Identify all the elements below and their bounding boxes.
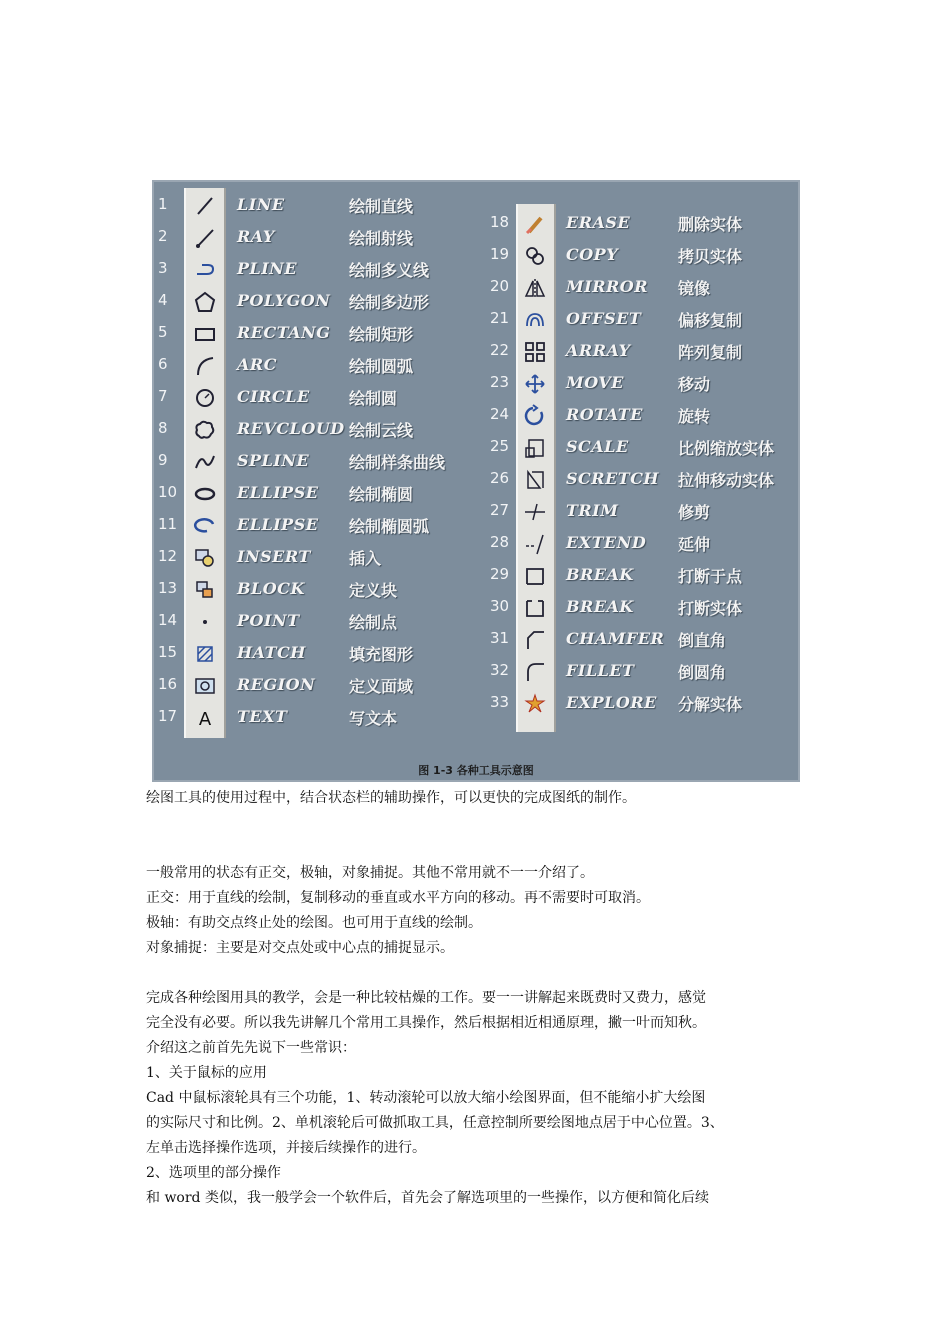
tool-row (154, 337, 794, 367)
tool-description: 移动 (678, 375, 711, 394)
tool-number: 17 (158, 707, 178, 725)
tool-description: 分解实体 (678, 695, 743, 714)
tool-description: 偏移复制 (678, 311, 743, 330)
tool-description: 旋转 (678, 407, 711, 426)
tool-description: 绘制射线 (349, 229, 414, 248)
tool-description: 绘制椭圆 (349, 485, 414, 504)
tool-number: 31 (490, 629, 510, 647)
tool-description: 绘制直线 (349, 197, 414, 216)
text-line: 正交：用于直线的绘制，复制移动的垂直或水平方向的移动。再不需要时可取消。 (146, 890, 650, 906)
chamfer-icon (523, 628, 547, 652)
tool-command: EXPLORE (566, 693, 657, 712)
tool-number: 24 (490, 405, 510, 423)
tool-command: FILLET (566, 661, 635, 680)
tool-command: ERASE (566, 213, 631, 232)
mirror-icon (523, 276, 547, 300)
text-line: 和 word 类似，我一般学会一个软件后，首先会了解选项里的一些操作，以方便和简化后续 (146, 1190, 709, 1206)
tool-number: 6 (158, 355, 168, 373)
tool-number: 14 (158, 611, 178, 629)
move-icon (523, 372, 547, 396)
tool-description: 绘制云线 (349, 421, 414, 440)
text-line: 1、关于鼠标的应用 (146, 1065, 267, 1081)
tool-number: 12 (158, 547, 178, 565)
figure-caption: 图 1-3 各种工具示意图 (418, 764, 534, 777)
tool-command: SCALE (566, 437, 629, 456)
text-line: 绘图工具的使用过程中，结合状态栏的辅助操作，可以更快的完成图纸的制作。 (146, 790, 636, 806)
tool-number: 29 (490, 565, 510, 583)
tool-command: BLOCK (237, 579, 305, 598)
tool-number: 32 (490, 661, 510, 679)
tool-command: LINE (237, 195, 285, 214)
tool-number: 26 (490, 469, 510, 487)
tool-command: REGION (237, 675, 316, 694)
tool-description: 倒直角 (678, 631, 727, 650)
tool-description: 绘制圆 (349, 389, 398, 408)
tool-command: SCRETCH (566, 469, 660, 488)
tool-command: BREAK (566, 597, 634, 616)
tool-description: 打断于点 (678, 567, 743, 586)
tool-number: 20 (490, 277, 510, 295)
tool-description: 绘制多边形 (349, 293, 430, 312)
offset-icon (523, 308, 547, 332)
tool-row (154, 209, 794, 239)
tool-description: 延伸 (678, 535, 711, 554)
text-line: 完成各种绘图用具的教学，会是一种比较枯燥的工作。要一一讲解起来既费时又费力，感觉 (146, 990, 706, 1006)
tool-command: POLYGON (237, 291, 331, 310)
tool-number: 10 (158, 483, 178, 501)
extend-icon (523, 532, 547, 556)
tool-row (154, 369, 794, 399)
tool-number: 4 (158, 291, 168, 309)
tool-number: 19 (490, 245, 510, 263)
tool-command: ARC (237, 355, 277, 374)
tool-command: CHAMFER (566, 629, 665, 648)
tool-row (154, 593, 794, 623)
tool-row (154, 241, 794, 271)
text-line: Cad 中鼠标滚轮具有三个功能，1、转动滚轮可以放大缩小绘图界面，但不能缩小扩大绘图 (146, 1090, 706, 1106)
tool-description: 绘制矩形 (349, 325, 414, 344)
tool-description: 倒圆角 (678, 663, 727, 682)
tool-command: TRIM (566, 501, 619, 520)
tool-description: 绘制椭圆弧 (349, 517, 430, 536)
tool-description: 拷贝实体 (678, 247, 743, 266)
break-at-point-icon (523, 564, 547, 588)
tool-number: 28 (490, 533, 510, 551)
tool-command: ELLIPSE (237, 515, 319, 534)
text-line: 极轴：有助交点终止处的绘图。也可用于直线的绘制。 (146, 915, 482, 931)
tool-number: 13 (158, 579, 178, 597)
tool-number: 8 (158, 419, 168, 437)
tool-command: COPY (566, 245, 619, 264)
tool-command: RECTANG (237, 323, 331, 342)
tool-number: 25 (490, 437, 510, 455)
tool-command: EXTEND (566, 533, 647, 552)
tool-row (154, 529, 794, 559)
tool-command: MOVE (566, 373, 624, 392)
tools-figure (152, 180, 800, 782)
tool-number: 2 (158, 227, 168, 245)
tool-number: 7 (158, 387, 168, 405)
tool-number: 11 (158, 515, 178, 533)
tool-description: 修剪 (678, 503, 711, 522)
tool-row (154, 657, 794, 687)
copy-icon (523, 244, 547, 268)
break-icon (523, 596, 547, 620)
tool-command: ELLIPSE (237, 483, 319, 502)
text-line: 的实际尺寸和比例。2、单机滚轮后可做抓取工具，任意控制所要绘图地点居于中心位置。3、 (146, 1115, 724, 1131)
tool-number: 23 (490, 373, 510, 391)
tool-command: TEXT (237, 707, 288, 726)
tool-command: OFFSET (566, 309, 642, 328)
tool-description: 阵列复制 (678, 343, 743, 362)
tool-command: RAY (237, 227, 275, 246)
tool-number: 5 (158, 323, 168, 341)
text-line: 左单击选择操作选项，并接后续操作的进行。 (146, 1140, 426, 1156)
tool-description: 填充图形 (349, 645, 414, 664)
tool-description: 拉伸移动实体 (678, 471, 775, 490)
tool-description: 写文本 (349, 709, 398, 728)
tool-row (154, 689, 794, 719)
tool-command: BREAK (566, 565, 634, 584)
tool-row (154, 273, 794, 303)
tool-command: HATCH (237, 643, 306, 662)
tool-number: 15 (158, 643, 178, 661)
tool-description: 绘制圆弧 (349, 357, 414, 376)
tool-number: 21 (490, 309, 510, 327)
paragraph-intro (146, 786, 810, 811)
tool-command: PLINE (237, 259, 298, 278)
tool-description: 绘制点 (349, 613, 398, 632)
text-line: 2、选项里的部分操作 (146, 1165, 281, 1181)
tool-command: CIRCLE (237, 387, 310, 406)
tool-row (154, 497, 794, 527)
paragraph-status (146, 861, 810, 961)
tool-description: 定义块 (349, 581, 398, 600)
text-line: 完全没有必要。所以我先讲解几个常用工具操作，然后根据相近相通原理，撇一叶而知秋。 (146, 1015, 706, 1031)
tool-description: 删除实体 (678, 215, 743, 234)
svg-text:A: A (198, 709, 212, 730)
trim-icon (523, 500, 547, 524)
tool-command: REVCLOUD (237, 419, 345, 438)
explode-icon (523, 692, 547, 716)
tool-description: 定义面域 (349, 677, 414, 696)
tool-number: 22 (490, 341, 510, 359)
text-line: 对象捕捉：主要是对交点处或中心点的捕捉显示。 (146, 940, 454, 956)
tool-command: MIRROR (566, 277, 649, 296)
tool-number: 30 (490, 597, 510, 615)
array-icon (523, 340, 547, 364)
tool-command: INSERT (237, 547, 311, 566)
tool-number: 1 (158, 195, 168, 213)
tool-row (154, 465, 794, 495)
tool-number: 27 (490, 501, 510, 519)
tool-number: 16 (158, 675, 178, 693)
tool-command: ARRAY (566, 341, 631, 360)
rotate-icon (523, 404, 547, 428)
erase-icon (523, 212, 547, 236)
tool-description: 比例缩放实体 (678, 439, 775, 458)
tool-row (154, 433, 794, 463)
tool-command: SPLINE (237, 451, 310, 470)
tool-description: 镜像 (678, 279, 711, 298)
text-line: 介绍这之前首先先说下一些常识： (146, 1040, 356, 1056)
scale-icon (523, 436, 547, 460)
tool-number: 18 (490, 213, 510, 231)
tool-description: 绘制多义线 (349, 261, 430, 280)
tool-row (154, 625, 794, 655)
tool-description: 绘制样条曲线 (349, 453, 446, 472)
tool-row (154, 401, 794, 431)
tool-row (154, 561, 794, 591)
tool-command: POINT (237, 611, 300, 630)
tool-description: 打断实体 (678, 599, 743, 618)
tool-number: 33 (490, 693, 510, 711)
tool-number: 9 (158, 451, 168, 469)
tool-number: 3 (158, 259, 168, 277)
tool-command: ROTATE (566, 405, 643, 424)
tool-row (154, 305, 794, 335)
text-line: 一般常用的状态有正交，极轴，对象捕捉。其他不常用就不一一介绍了。 (146, 865, 594, 881)
fillet-icon (523, 660, 547, 684)
stretch-icon (523, 468, 547, 492)
paragraph-teaching (146, 986, 810, 1211)
tool-description: 插入 (349, 549, 382, 568)
